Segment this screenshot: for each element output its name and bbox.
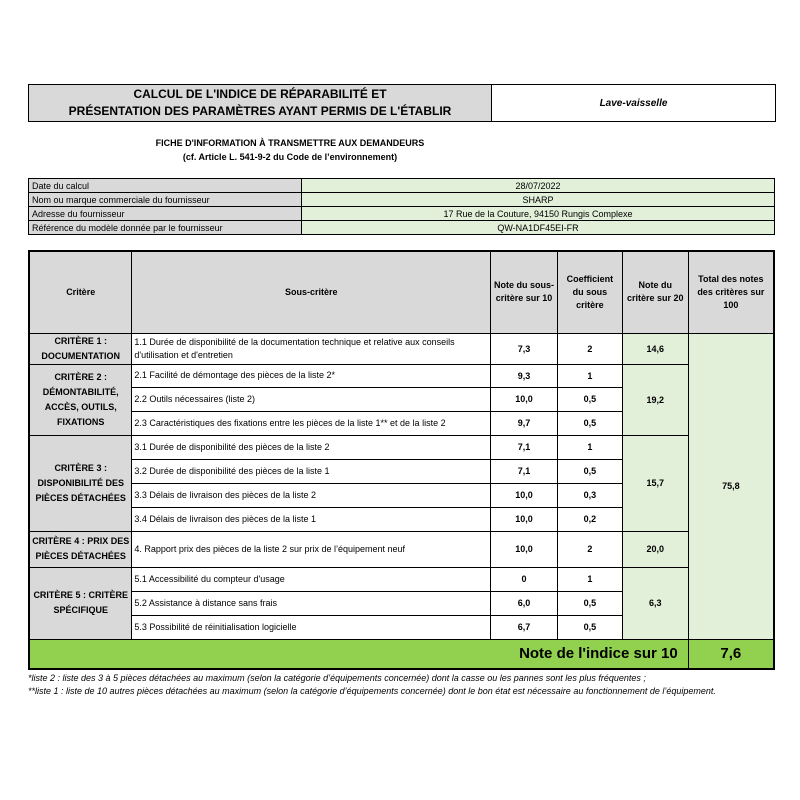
- sous-critere-coef: 1: [557, 435, 622, 459]
- table-row: [29, 333, 774, 364]
- critere-2-note: 19,2: [622, 364, 688, 435]
- total-score: 75,8: [688, 333, 774, 639]
- sous-critere-label: 5.2 Assistance à distance sans frais: [132, 591, 491, 615]
- table-row: [29, 531, 774, 567]
- subtitle: [100, 136, 480, 164]
- sous-critere-label: 2.3 Caractéristiques des fixations entre les pièces de la liste 1** et de la liste 2: [132, 411, 491, 435]
- sous-critere-note: 6,7: [491, 615, 558, 639]
- critere-3-name: CRITÈRE 3 : DISPONIBILITÉ DES PIÈCES DÉTACHÉES: [29, 435, 132, 531]
- title-line-2: PRÉSENTATION DES PARAMÈTRES AYANT PERMIS DE L'ÉTABLIR: [68, 104, 452, 118]
- sous-critere-note: 10,0: [491, 483, 558, 507]
- sous-critere-note: 9,3: [491, 364, 558, 387]
- sous-critere-coef: 0,5: [557, 591, 622, 615]
- col-header-coefficient: Coefficient du sous critère: [557, 251, 622, 333]
- table-row: [29, 567, 774, 591]
- sous-critere-label: 1.1 Durée de disponibilité de la documentation technique et relative aux conseils d'utilisation et d'entretien: [132, 333, 491, 364]
- sous-critere-label: 4. Rapport prix des pièces de la liste 2 sur prix de l’équipement neuf: [132, 531, 491, 567]
- info-row: [29, 207, 775, 221]
- info-row: [29, 193, 775, 207]
- sous-critere-coef: 1: [557, 364, 622, 387]
- col-header-sous-critere: Sous-critère: [132, 251, 491, 333]
- sous-critere-note: 10,0: [491, 387, 558, 411]
- info-value: SHARP: [302, 193, 775, 207]
- document-title: [28, 84, 492, 122]
- footer-row: [29, 639, 774, 669]
- repairability-table: [28, 250, 775, 670]
- sous-critere-label: 5.3 Possibilité de réinitialisation logicielle: [132, 615, 491, 639]
- sous-critere-note: 10,0: [491, 531, 558, 567]
- sous-critere-note: 0: [491, 567, 558, 591]
- sous-critere-label: 3.3 Délais de livraison des pièces de la liste 2: [132, 483, 491, 507]
- info-value: 28/07/2022: [302, 179, 775, 193]
- info-row: [29, 221, 775, 235]
- info-label: Date du calcul: [29, 179, 302, 193]
- sous-critere-coef: 0,3: [557, 483, 622, 507]
- critere-2-name: CRITÈRE 2 : DÉMONTABILITÉ, ACCÈS, OUTILS, FIXATIONS: [29, 364, 132, 435]
- critere-1-name: CRITÈRE 1 : DOCUMENTATION: [29, 333, 132, 364]
- info-row: [29, 179, 775, 193]
- sous-critere-note: 7,1: [491, 459, 558, 483]
- table-row: [29, 364, 774, 387]
- index-label: Note de l'indice sur 10: [29, 639, 688, 669]
- critere-1-note: 14,6: [622, 333, 688, 364]
- sous-critere-coef: 0,5: [557, 387, 622, 411]
- sous-critere-coef: 0,5: [557, 615, 622, 639]
- sous-critere-coef: 2: [557, 333, 622, 364]
- sous-critere-label: 3.4 Délais de livraison des pièces de la liste 1: [132, 507, 491, 531]
- col-header-critere: Critère: [29, 251, 132, 333]
- footnotes: [28, 672, 778, 698]
- subtitle-line-2: (cf. Article L. 541-9-2 du Code de l’environnement): [182, 152, 398, 162]
- critere-5-note: 6,3: [622, 567, 688, 639]
- col-header-total: Total des notes des critères sur 100: [688, 251, 774, 333]
- footnote-liste-2: *liste 2 : liste des 3 à 5 pièces détachées au maximum (selon la catégorie d’équipements concernée) dont la casse ou les pannes sont les plus fréquentes ;: [28, 673, 646, 683]
- sous-critere-label: 2.2 Outils nécessaires (liste 2): [132, 387, 491, 411]
- sous-critere-coef: 0,5: [557, 459, 622, 483]
- sous-critere-label: 3.2 Durée de disponibilité des pièces de la liste 1: [132, 459, 491, 483]
- footnote-liste-1: **liste 1 : liste de 10 autres pièces détachées au maximum (selon la catégorie d’équipements concernée) dont le bon état est nécessaire au fonctionnement de l’équipement.: [28, 686, 716, 696]
- info-label: Adresse du fournisseur: [29, 207, 302, 221]
- table-header-row: [29, 251, 774, 333]
- info-value: 17 Rue de la Couture, 94150 Rungis Complexe: [302, 207, 775, 221]
- col-header-note-sous-critere: Note du sous-critère sur 10: [491, 251, 558, 333]
- critere-4-name: CRITÈRE 4 : PRIX DES PIÈCES DÉTACHÉES: [29, 531, 132, 567]
- critere-5-name: CRITÈRE 5 : CRITÈRE SPÉCIFIQUE: [29, 567, 132, 639]
- subtitle-line-1: FICHE D'INFORMATION À TRANSMETTRE AUX DEMANDEURS: [155, 138, 425, 148]
- sous-critere-coef: 2: [557, 531, 622, 567]
- sous-critere-note: 6,0: [491, 591, 558, 615]
- index-value: 7,6: [688, 639, 774, 669]
- sous-critere-coef: 0,5: [557, 411, 622, 435]
- sous-critere-coef: 0,2: [557, 507, 622, 531]
- sous-critere-note: 7,1: [491, 435, 558, 459]
- sous-critere-coef: 1: [557, 567, 622, 591]
- product-type: Lave-vaisselle: [492, 84, 776, 122]
- sous-critere-label: 3.1 Durée de disponibilité des pièces de la liste 2: [132, 435, 491, 459]
- info-label: Nom ou marque commerciale du fournisseur: [29, 193, 302, 207]
- critere-4-note: 20,0: [622, 531, 688, 567]
- table-row: [29, 435, 774, 459]
- col-header-note-critere: Note du critère sur 20: [622, 251, 688, 333]
- sous-critere-note: 9,7: [491, 411, 558, 435]
- sous-critere-note: 10,0: [491, 507, 558, 531]
- sous-critere-note: 7,3: [491, 333, 558, 364]
- info-value: QW-NA1DF45EI-FR: [302, 221, 775, 235]
- info-label: Référence du modèle donnée par le fournisseur: [29, 221, 302, 235]
- critere-3-note: 15,7: [622, 435, 688, 531]
- sous-critere-label: 2.1 Facilité de démontage des pièces de la liste 2*: [132, 364, 491, 387]
- title-line-1: CALCUL DE L'INDICE DE RÉPARABILITÉ ET: [133, 87, 387, 101]
- sous-critere-label: 5.1 Accessibilité du compteur d'usage: [132, 567, 491, 591]
- supplier-info-table: [28, 178, 775, 235]
